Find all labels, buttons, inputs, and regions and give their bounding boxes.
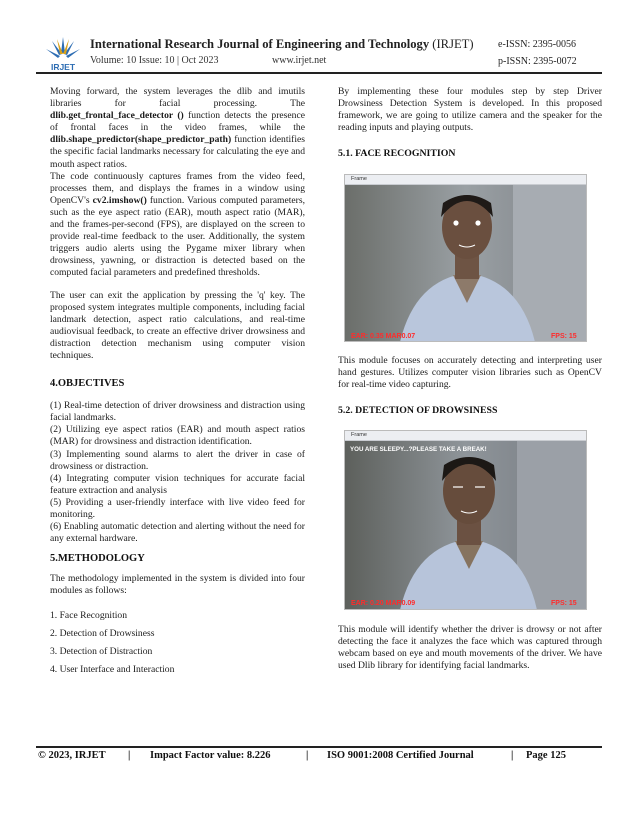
body-paragraph: The code continuously captures frames from the video feed, processes them, and displays the frames in a window using OpenCV's cv2.imshow() function. Various computed parameters, such as the eye aspect ratio (EAR), mouth aspect ratio (MAR), and the frames-per-second (FPS), are displayed on the screen to provide real-time feedback to the user. Additionally, the system triggers audio alerts using the Pygame mixer library when drowsiness, yawning, or distraction is detected based on the computed facial parameters and predefined thresholds. — [50, 170, 305, 279]
objective-item: (5) Providing a user-friendly interface with live video feed for monitoring. — [50, 496, 305, 520]
objective-item: (6) Enabling automatic detection and alerting without the need for any external hardware. — [50, 521, 305, 545]
frame-title: Frame — [351, 432, 367, 438]
body-paragraph: The methodology implemented in the system is divided into four modules as follows: — [50, 573, 305, 597]
webcam-frame-drowsiness — [344, 430, 587, 610]
code-term: cv2.imshow() — [92, 194, 147, 206]
eissn: e-ISSN: 2395-0056 — [498, 39, 577, 50]
body-paragraph: Moving forward, the system leverages the dlib and imutils libraries for facial processing. The dlib.get_frontal_face_detector () function detects the presence of frontal faces in the video frames, while the dlib.shape_predictor(shape_predictor_path) function identifies the specific facial landmarks necessary for calculating the eye and mouth aspect ratios. — [50, 86, 305, 170]
right-column — [338, 86, 602, 160]
module-item: 2. Detection of Drowsiness — [50, 627, 155, 639]
left-column — [50, 86, 305, 676]
driver-face-image — [345, 441, 586, 610]
journal-abbr: (IRJET) — [432, 37, 474, 51]
module-item: 4. User Interface and Interaction — [50, 663, 175, 675]
body-paragraph: The user can exit the application by pressing the 'q' key. The proposed system integrates multiple components, including facial landmark detection, aspect ratio calculations, and real-time audiovisual feedback, to create an effective driver drowsiness and distraction detection mechanism using computer vision techniques. — [50, 289, 305, 361]
frame-title: Frame — [351, 176, 367, 182]
logo-text: IRJET — [50, 62, 76, 72]
journal-name: International Research Journal of Engineering and Technology — [90, 37, 430, 51]
objective-item: (2) Utilizing eye aspect ratios (EAR) and mouth aspect ratios (MAR) for drowsiness and distraction identification. — [50, 424, 305, 448]
module-item: 3. Detection of Distraction — [50, 645, 153, 657]
objective-item: (4) Integrating computer vision techniques for accurate facial feature extraction and analysis — [50, 472, 305, 496]
pissn: p-ISSN: 2395-0072 — [498, 56, 577, 67]
drowsiness-alert: YOU ARE SLEEPY...?PLEASE TAKE A BREAK! — [350, 446, 487, 453]
frame-titlebar — [345, 175, 586, 185]
right-column-bottom — [338, 624, 602, 672]
objective-item: (1) Real-time detection of driver drowsiness and distraction using facial landmarks. — [50, 400, 305, 424]
code-term: dlib.get_frontal_face_detector () — [50, 110, 184, 122]
footer-rule — [36, 746, 602, 748]
frame-titlebar — [345, 431, 586, 441]
footer-separator: | — [511, 750, 514, 761]
ear-mar-readout: EAR: 0.35 MAR0.07 — [351, 333, 416, 340]
copyright: © 2023, IRJET — [38, 750, 106, 761]
body-paragraph: By implementing these four modules step by step Driver Drowsiness Detection System is developed. In this proposed framework, we are going to utilize camera and the speaker for the reading inputs and playing outputs. — [338, 86, 602, 134]
impact-factor: Impact Factor value: 8.226 — [150, 750, 271, 761]
page-number: Page 125 — [526, 750, 566, 761]
journal-title — [90, 37, 474, 52]
right-column-mid — [338, 355, 602, 417]
module-item: 1. Face Recognition — [50, 609, 127, 621]
header-rule — [36, 72, 602, 74]
website-link[interactable]: www.irjet.net — [272, 55, 327, 66]
webcam-frame-face-recognition — [344, 174, 587, 342]
iso-certification: ISO 9001:2008 Certified Journal — [327, 750, 474, 761]
ear-mar-readout: EAR: 0.20 MAR0.09 — [351, 600, 416, 607]
objective-item: (3) Implementing sound alarms to alert the driver in case of drowsiness or distraction. — [50, 448, 305, 472]
fps-readout: FPS: 15 — [551, 333, 577, 340]
body-paragraph: This module focuses on accurately detecting and interpreting user hand gestures. Utilizes computer vision libraries such as OpenCV for real-time video capturing. — [338, 355, 602, 391]
section-heading: 5.METHODOLOGY — [50, 553, 145, 565]
code-term: dlib.shape_predictor(shape_predictor_path) — [50, 134, 232, 146]
driver-face-image — [345, 185, 586, 342]
journal-logo — [44, 33, 82, 73]
footer-separator: | — [306, 750, 309, 761]
body-paragraph: This module will identify whether the driver is drowsy or not after detecting the face it analyzes the face which was captured through webcam based on eye and mouth movements of the driver. We have used Dlib library for identifying facial landmarks. — [338, 624, 602, 672]
subsection-heading: 5.2. DETECTION OF DROWSINESS — [338, 405, 498, 417]
subsection-heading: 5.1. FACE RECOGNITION — [338, 148, 456, 160]
fps-readout: FPS: 15 — [551, 600, 577, 607]
footer-separator: | — [128, 750, 131, 761]
volume-issue: Volume: 10 Issue: 10 | Oct 2023 — [90, 55, 219, 66]
section-heading: 4.OBJECTIVES — [50, 378, 125, 390]
